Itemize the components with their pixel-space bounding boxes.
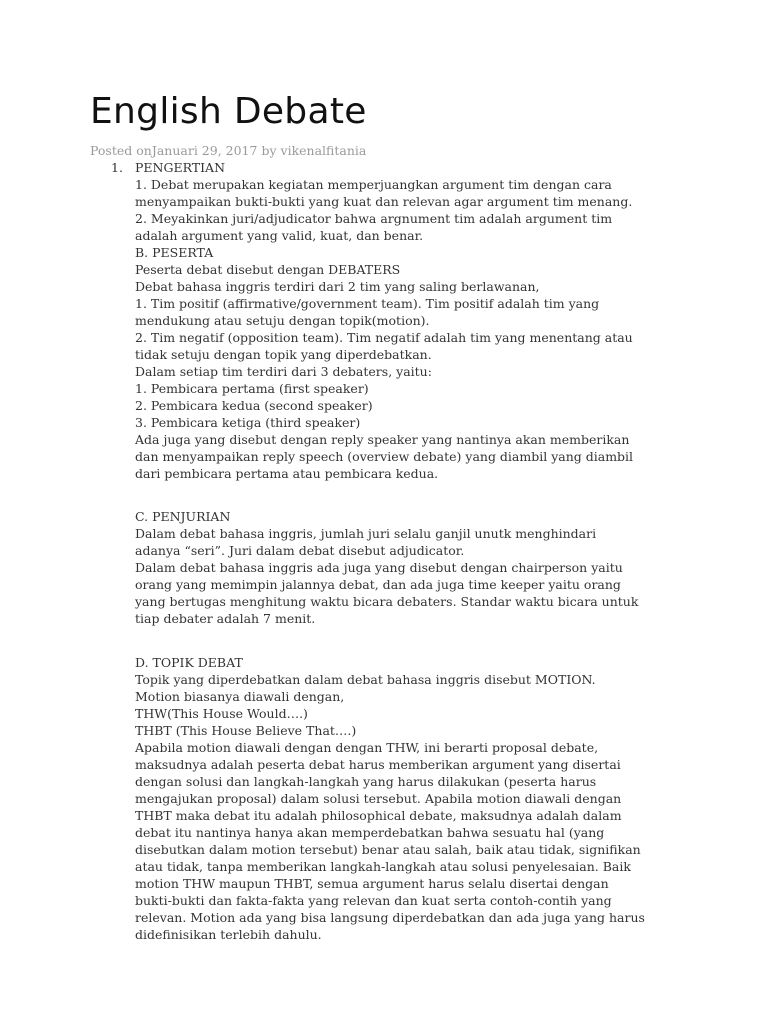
text-line: Dalam setiap tim terdiri dari 3 debaters, yaitu: [135, 364, 432, 379]
text-line: Debat bahasa inggris terdiri dari 2 tim yang saling berlawanan, [135, 279, 540, 294]
text-line: adanya “seri”. Juri dalam debat disebut adjudicator. [135, 543, 465, 558]
section-pengertian-body [135, 176, 695, 482]
text-line: Motion biasanya diawali dengan, [135, 689, 345, 704]
text-line: 1. Debat merupakan kegiatan memperjuangkan argument tim dengan cara [135, 177, 612, 192]
text-line: debat itu nantinya hanya akan memperdebatkan bahwa sesuatu hal (yang [135, 825, 605, 840]
text-line: Dalam debat bahasa inggris ada juga yang disebut dengan chairperson yaitu [135, 560, 623, 575]
text-line: maksudnya adalah peserta debat harus memberikan argument yang disertai [135, 757, 621, 772]
text-line: 1. Tim positif (affirmative/government team). Tim positif adalah tim yang [135, 296, 600, 311]
text-line: relevan. Motion ada yang bisa langsung diperdebatkan dan ada juga yang harus [135, 910, 645, 925]
text-line: THBT maka debat itu adalah philosophical debate, maksudnya adalah dalam [135, 808, 622, 823]
text-line: B. PESERTA [135, 245, 214, 260]
posted-prefix: Posted on [90, 143, 152, 158]
text-line: Apabila motion diawali dengan dengan THW, ini berarti proposal debate, [135, 740, 599, 755]
text-line: Ada juga yang disebut dengan reply speaker yang nantinya akan memberikan [135, 432, 630, 447]
text-line: THBT (This House Believe That….) [135, 723, 357, 738]
section-heading-text: PENGERTIAN [135, 160, 226, 175]
text-line: Topik yang diperdebatkan dalam debat bahasa inggris disebut MOTION. [135, 672, 596, 687]
post-meta [90, 142, 366, 159]
text-line: 2. Pembicara kedua (second speaker) [135, 398, 373, 413]
list-number: 1. [111, 160, 123, 175]
text-line: yang bertugas menghitung waktu bicara debaters. Standar waktu bicara untuk [135, 594, 639, 609]
text-line: disebutkan dalam motion tersebut) benar atau salah, baik atau tidak, signifikan [135, 842, 641, 857]
section-heading-pengertian [111, 159, 225, 176]
text-line: tidak setuju dengan topik yang diperdebatkan. [135, 347, 432, 362]
text-line: motion THW maupun THBT, semua argument harus selalu disertai dengan [135, 876, 609, 891]
text-line: mengajukan proposal) dalam solusi tersebut. Apabila motion diawali dengan [135, 791, 622, 806]
text-line: 3. Pembicara ketiga (third speaker) [135, 415, 361, 430]
text-line: tiap debater adalah 7 menit. [135, 611, 316, 626]
page-title: English Debate [90, 91, 367, 132]
text-line: 2. Meyakinkan juri/adjudicator bahwa argnument tim adalah argument tim [135, 211, 613, 226]
text-line: dengan solusi dan langkah-langkah yang harus dilakukan (peserta harus [135, 774, 597, 789]
text-line: Peserta debat disebut dengan DEBATERS [135, 262, 401, 277]
post-date[interactable]: Januari 29, 2017 [151, 143, 258, 158]
section-topik-debat-body [135, 654, 695, 943]
text-line: 2. Tim negatif (opposition team). Tim negatif adalah tim yang menentang atau [135, 330, 633, 345]
text-line: D. TOPIK DEBAT [135, 655, 243, 670]
text-line: Dalam debat bahasa inggris, jumlah juri selalu ganjil unutk menghindari [135, 526, 597, 541]
text-line: orang yang memimpin jalannya debat, dan ada juga time keeper yaitu orang [135, 577, 621, 592]
text-line: bukti-bukti dan fakta-fakta yang relevan dan kuat serta contoh-contih yang [135, 893, 612, 908]
text-line: menyampaikan bukti-bukti yang kuat dan relevan agar argument tim menang. [135, 194, 633, 209]
text-line: THW(This House Would….) [135, 706, 308, 721]
text-line: dan menyampaikan reply speech (overview debate) yang diambil yang diambil [135, 449, 634, 464]
text-line: atau tidak, tanpa memberikan langkah-langkah atau solusi penyelesaian. Baik [135, 859, 631, 874]
text-line: adalah argument yang valid, kuat, dan benar. [135, 228, 424, 243]
text-line: 1. Pembicara pertama (first speaker) [135, 381, 369, 396]
post-author[interactable]: vikenalfitania [280, 143, 367, 158]
text-line: didefinisikan terlebih dahulu. [135, 927, 322, 942]
text-line: dari pembicara pertama atau pembicara kedua. [135, 466, 439, 481]
by-label: by [261, 143, 277, 158]
section-penjurian-body [135, 508, 695, 627]
text-line: C. PENJURIAN [135, 509, 231, 524]
text-line: mendukung atau setuju dengan topik(motion). [135, 313, 430, 328]
